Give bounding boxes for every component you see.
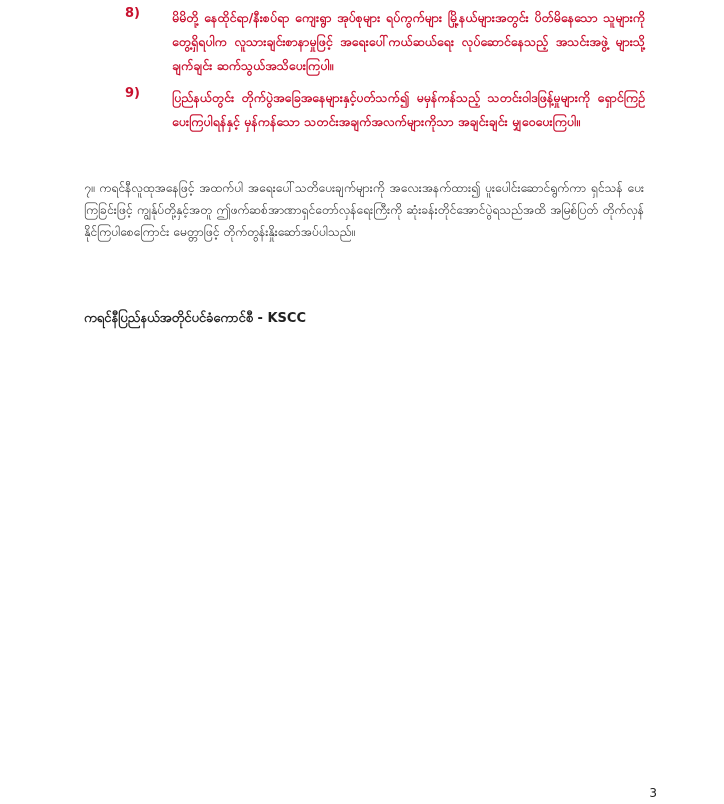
signature: ကရင်နီပြည်နယ်အတိုင်ပင်ခံကောင်စီ - KSCC xyxy=(84,311,306,326)
list-item-8 xyxy=(125,6,645,78)
item-number: 9) xyxy=(125,86,140,101)
item-number: 8) xyxy=(125,6,140,21)
list-item-9 xyxy=(125,86,645,134)
body-paragraph: ၇။ ကရင်နီလူထုအနေဖြင့် အထက်ပါ အရေးပေါ်သတိပေးချက်များကို အလေးအနက်ထား၍ ပူးပေါင်းဆောင်ရွက်ကာ ရှင်သန် ပေးကြခြင်းဖြင့် ကျွန်ုပ်တို့နှင့်အတူ ဤဖက်ဆစ်အာဏာရှင်တော်လှန်ရေးကြီးကို ဆုံးခန်းတိုင်အောင်ပွဲရသည်အထိ အမြစ်ပြတ် တိုက်လှန်နိုင်ကြပါစေကြောင်း မေတ္တာဖြင့် တိုက်တွန်းနှိုးဆော်အပ်ပါသည်။ xyxy=(84,181,644,239)
item-text: ပြည်နယ်တွင်း တိုက်ပွဲအခြေအနေများနှင့်ပတ်သက်၍ မမှန်ကန်သည့် သတင်းဝါဒဖြန့်မှုများကို ရှောင်ကြဉ် ပေးကြပါရန်နှင့် မှန်ကန်သော သတင်းအချက်အလက်များကိုသာ အချင်းချင်း မျှဝေပေးကြပါ။ xyxy=(172,90,645,129)
page-number: 3 xyxy=(649,786,657,800)
item-text: မိမိတို့ နေထိုင်ရာ/နီးစပ်ရာ ကျေးရွာ အုပ်စုများ ရပ်ကွက်များ မြို့နယ်များအတွင်း ပိတ်မိနေသော သူများကို တွေ့ရှိရပါက လူသားချင်းစာနာမှုဖြင့် အရေးပေါ်ကယ်ဆယ်ရေး လုပ်ဆောင်နေသည့် အသင်းအဖွဲ့ များသို့ ချက်ချင်း ဆက်သွယ်အသိပေးကြပါ။ xyxy=(172,10,645,73)
